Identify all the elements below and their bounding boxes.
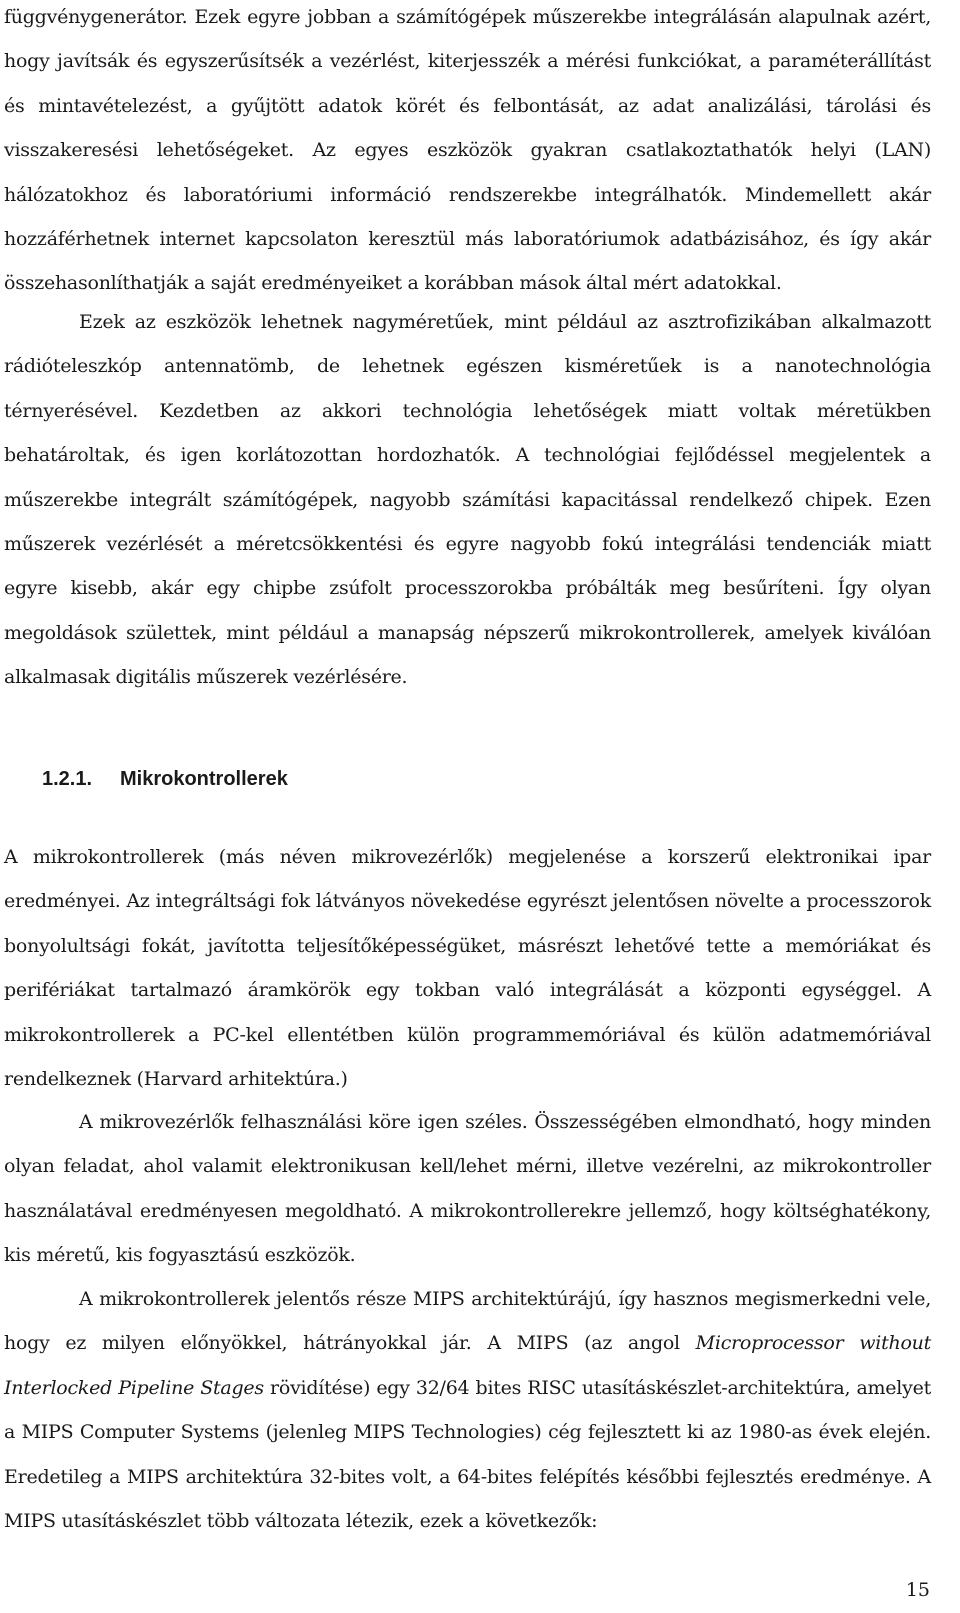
italic-text: Microprocessor without Interlocked Pipeline Stages [4,1332,932,1399]
section-heading [42,768,288,791]
page-number: 15 [905,1579,930,1601]
paragraph [4,835,931,1101]
paragraph-text: A mikrokontrollerek (más néven mikrovezérlők) megjelenése a korszerű elektronikai ipar eredményei. Az integráltsági fok látványos növekedése egyrészt jelentősen növelte a processzorok bonyolultsági fokát, javította teljesítőképességüket, másrészt lehetővé tette a memóriákat és perifériákat tartalmazó áramkörök egy tokban való integrálását a központi egységgel. A mikrokontrollerek a PC-kel ellentétben külön programmemóriával és külön adatmemóriával rendelkeznek (Harvard arhitektúra.) [4,846,931,1091]
paragraph [4,300,931,700]
paragraph [4,1277,931,1543]
paragraph [4,0,931,306]
paragraph [4,1100,931,1278]
paragraph-text: A mikrokontrollerek jelentős része MIPS architektúrájú, így hasznos megismerkedni vele, hogy ez milyen előnyökkel, hátrányokkal jár. A MIPS (az angol [4,1288,931,1355]
paragraph-text: függvénygenerátor. Ezek egyre jobban a számítógépek műszerekbe integrálásán alapulnak azért, hogy javítsák és egyszerűsítsék a vezérlést, kiterjesszék a mérési funkciókat, a paraméterállítást és mintavételezést, a gyűjtött adatok körét és felbontását, az adat analizálási, tárolási és visszakeresési lehetőségeket. Az egyes eszközök gyakran csatlakoztathatók helyi (LAN) hálózatokhoz és laboratóriumi információ rendszerekbe integrálhatók. Mindemellett akár hozzáférhetnek internet kapcsolaton keresztül más laboratóriumok adatbázisához, és így akár összehasonlíthatják a saját eredményeiket a korábban mások által mért adatokkal. [4,6,931,295]
paragraph-text: rövidítése) egy 32/64 bites RISC utasításkészlet-architektúra, amelyet a MIPS Computer Systems (jelenleg MIPS Technologies) cég fejlesztett ki az 1980-as évek elején. Eredetileg a MIPS architektúra 32-bites volt, a 64-bites felépítés későbbi fejlesztés eredménye. A MIPS utasításkészlet több változata létezik, ezek a következők: [4,1376,931,1533]
paragraph-text: A mikrovezérlők felhasználási köre igen széles. Összességében elmondható, hogy minden olyan feladat, ahol valamit elektronikusan kell/lehet mérni, illetve vezérelni, az mikrokontroller használatával eredményesen megoldható. A mikrokontrollerekre jellemző, hogy költséghatékony, kis méretű, kis fogyasztású eszközök. [4,1111,931,1267]
section-title: Mikrokontrollerek [120,768,288,790]
section-number: 1.2.1. [42,768,93,790]
paragraph-text: Ezek az eszközök lehetnek nagyméretűek, mint például az asztrofizikában alkalmazott rádióteleszkóp antennatömb, de lehetnek egészen kisméretűek is a nanotechnológia térnyerésével. Kezdetben az akkori technológia lehetőségek miatt voltak méretükben behatároltak, és igen korlátozottan hordozhatók. A technológiai fejlődéssel megjelentek a műszerekbe integrált számítógépek, nagyobb számítási kapacitással rendelkező chipek. Ezen műszerek vezérlését a méretcsökkentési és egyre nagyobb fokú integrálási tendenciák miatt egyre kisebb, akár egy chipbe zsúfolt processzorokba próbálták meg besűríteni. Így olyan megoldások születtek, mint például a manapság népszerű mikrokontrollerek, amelyek kiválóan alkalmasak digitális műszerek vezérlésére. [4,311,931,689]
